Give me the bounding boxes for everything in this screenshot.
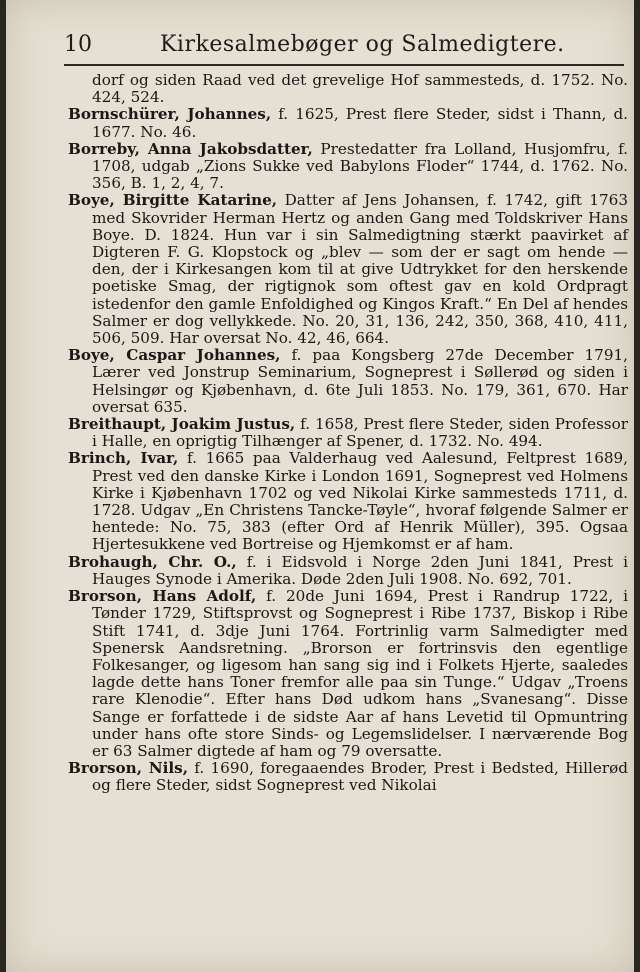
book-page: [6, 0, 634, 972]
entry-text: f. 1658, Prest flere Steder, siden Professor i Halle, en oprigtig Tilhænger af Spener, d. 1732. No. 494.: [92, 415, 628, 451]
entry-text: f. i Eidsvold i Norge 2den Juni 1841, Prest i Hauges Synode i Amerika. Døde 2den Juli 1908. No. 692, 701.: [92, 552, 628, 588]
entry-text: f. 1690, foregaaendes Broder, Prest i Bedsted, Hillerød og flere Steder, sidst Sogneprest ved Nikolai: [92, 759, 628, 795]
entry-brohaugh: [68, 554, 628, 588]
entry-head: Brorson, Hans Adolf,: [68, 587, 257, 606]
entry-borreby: [68, 141, 628, 193]
entry-text: Datter af Jens Johansen, f. 1742, gift 1763 med Skovrider Herman Hertz og anden Gang med Toldskriver Hans Boye. D. 1824. Hun var i sin Salmedigtning stærkt paavirket af Digteren F. G. Klopstock og „blev — som der er sagt om hende — den, der i Kirkesangen kom til at give Udtrykket for den herskende poetiske Smag, der rigtignok som oftest gav en kold Ordpragt istedenfor den gamle Enfoldighed og Kingos Kraft.“ En Del af hendes Salmer er dog vellykkede. No. 20, 31, 136, 242, 350, 368, 410, 411, 506, 509. Har oversat No. 42, 46, 664.: [92, 191, 628, 348]
entry-text: Prestedatter fra Lolland, Husjomfru, f. 1708, udgab „Zions Sukke ved Babylons Floder“ 1744, d. 1762. No. 356, B. 1, 2, 4, 7.: [92, 139, 628, 193]
entries-list: [68, 72, 628, 795]
entry-continuation: [68, 72, 628, 106]
entry-boye-caspar: [68, 347, 628, 416]
entry-text: f. paa Kongsberg 27de December 1791, Lærer ved Jonstrup Seminarium, Sogneprest i Søllerød og siden i Helsingør og Kjøbenhavn, d. 6te Juli 1853. No. 179, 361, 670. Har oversat 635.: [92, 346, 628, 416]
entry-boye-birgitte: [68, 192, 628, 347]
entry-head: Brorson, Nils,: [68, 759, 188, 778]
entry-text: f. 20de Juni 1694, Prest i Randrup 1722, i Tønder 1729, Stiftsprovst og Sogneprest i Ribe 1737, Biskop i Ribe Stift 1741, d. 3dje Juni 1764. Fortrinlig varm Salmedigter med Spenersk Aandsretning. „Brorson er fortrinsvis den egentlige Folkesanger, og ligesom han sang sig ind i Folkets Hjerte, saaledes lagde dette hans Toner fremfor alle paa sin Tunge.“ Udgav „Troens rare Klenodie“. Efter hans Død udkom hans „Svanesang“. Disse Sange er forfattede i de sidste Aar af hans Levetid til Opmuntring under hans ofte store Sinds- og Legemslidelser. I nærværende Bog er 63 Salmer digtede af ham og 79 oversatte.: [92, 587, 628, 760]
page-header: [64, 30, 624, 66]
entry-head: Brinch, Ivar,: [68, 449, 179, 468]
entry-brorson-hans: [68, 588, 628, 760]
entry-bornschurer: [68, 106, 628, 140]
entry-text: dorf og siden Raad ved det grevelige Hof sammesteds, d. 1752. No. 424, 524.: [92, 71, 628, 107]
entry-head: Boye, Caspar Johannes,: [68, 346, 281, 365]
entry-text: f. 1625, Prest flere Steder, sidst i Thann, d. 1677. No. 46.: [92, 105, 628, 141]
entry-head: Borreby, Anna Jakobsdatter,: [68, 139, 313, 158]
entry-head: Breithaupt, Joakim Justus,: [68, 415, 296, 434]
entry-head: Boye, Birgitte Katarine,: [68, 191, 278, 210]
entry-breithaupt: [68, 416, 628, 450]
entry-text: f. 1665 paa Valderhaug ved Aalesund, Feltprest 1689, Prest ved den danske Kirke i London 1691, Sogneprest ved Holmens Kirke i Kjøbenhavn 1702 og ved Nikolai Kirke sammesteds 1711, d. 1728. Udgav „En Christens Tancke-Tøyle“, hvoraf følgende Salmer er hentede: No. 75, 383 (efter Ord af Henrik Müller), 395. Ogsaa Hjertesukkene ved Bortreise og Hjemkomst er af ham.: [92, 449, 629, 554]
running-title: Kirkesalmebøger og Salmedigtere.: [160, 32, 565, 57]
entry-brinch: [68, 450, 628, 553]
entry-brorson-nils: [68, 760, 628, 794]
page-number: 10: [64, 32, 92, 57]
entry-head: Brohaugh, Chr. O.,: [68, 552, 237, 571]
entry-head: Bornschürer, Johannes,: [68, 105, 272, 124]
